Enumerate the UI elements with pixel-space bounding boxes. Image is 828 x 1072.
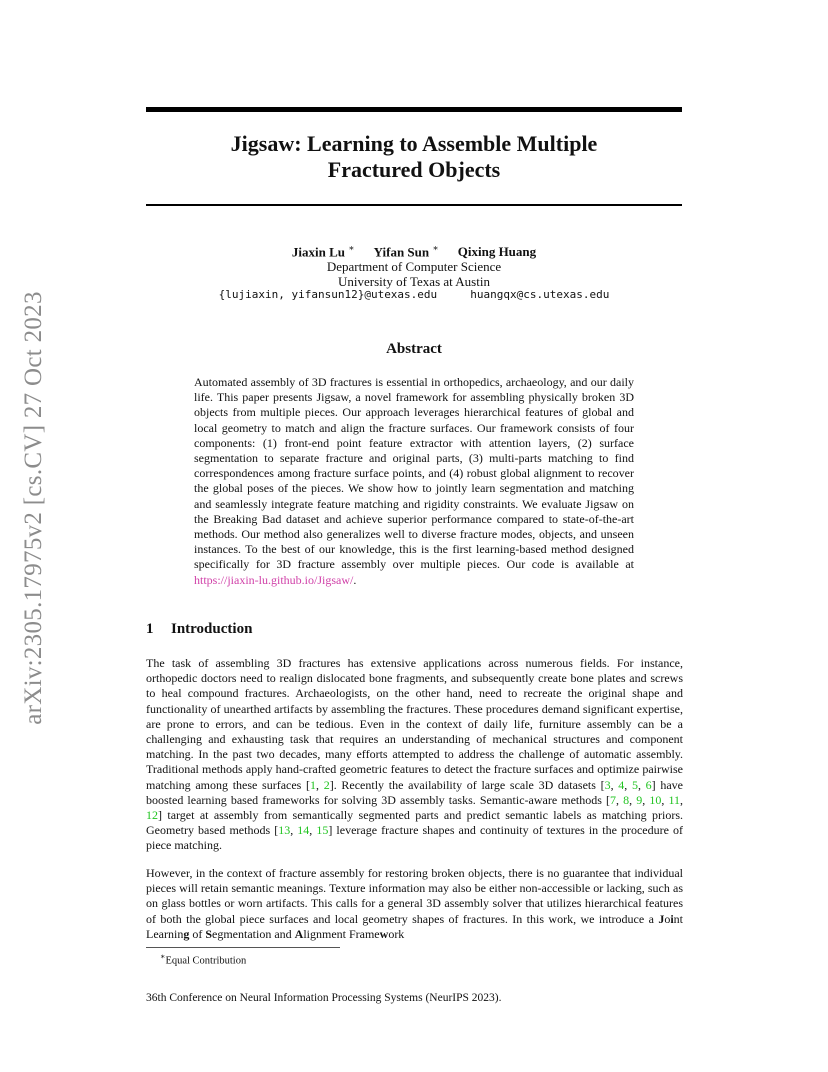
author bbox=[458, 244, 536, 260]
footnote-mark: ∗ bbox=[160, 952, 166, 961]
section-heading-introduction bbox=[146, 621, 252, 638]
paragraph-text: egmentation and bbox=[212, 926, 292, 941]
citation[interactable]: 13 bbox=[278, 823, 291, 838]
citation[interactable]: 1 bbox=[310, 777, 317, 792]
paragraph-text: The task of assembling 3D fractures has extensive applications across numerous fields. For instance, orthopedic doctors need to realign dislocated bone fragments, and subsequently create bone plates and screws to heal compound fractures. Archaeologists, on the other hand, need to recreate the original shape and functionality of unearthed artifacts by assembling the fractures. These procedures demand significant expertise, are prone to errors, and can be tedious. Even in the context of daily life, furniture assembly can be a challenging and exhausting task that requires an understanding of mechanical structures and component matching. In the past two decades, many efforts attempted to address the challenge of automatic assembly. Traditional methods apply hand-crafted geometric features to detect the fracture surfaces and optimize pairwise matching among these surfaces [ bbox=[146, 656, 683, 792]
author-list bbox=[146, 243, 682, 260]
citation[interactable]: 5 bbox=[631, 777, 638, 792]
affiliation-university: University of Texas at Austin bbox=[338, 274, 490, 289]
author bbox=[292, 243, 354, 260]
citation-separator: , bbox=[637, 777, 646, 792]
citation[interactable]: 6 bbox=[645, 777, 652, 792]
citation-separator: , bbox=[316, 777, 324, 792]
author-name: Qixing Huang bbox=[457, 244, 537, 260]
citation[interactable]: 7 bbox=[610, 792, 617, 807]
title-line-2: Fractured Objects bbox=[327, 157, 501, 182]
footnote-text: Equal Contribution bbox=[165, 955, 247, 967]
abstract-end: . bbox=[353, 572, 357, 587]
paragraph-text: lignment Frame bbox=[303, 926, 380, 941]
acronym-letter: w bbox=[379, 926, 389, 941]
citation-separator: , bbox=[629, 792, 637, 807]
venue-note: 36th Conference on Neural Information Processing Systems (NeurIPS 2023). bbox=[146, 992, 502, 1004]
title-line-1: Jigsaw: Learning to Assemble Multiple bbox=[230, 131, 598, 156]
citation[interactable]: 8 bbox=[623, 792, 630, 807]
author-emails bbox=[146, 288, 682, 301]
paragraph-text: ] target at assembly from semantically segmented parts and predict semantic labels as matching priors. Geometry based methods [ bbox=[146, 808, 683, 838]
paragraph-text: o bbox=[664, 911, 671, 926]
intro-paragraph-2 bbox=[146, 866, 683, 942]
paragraph-text: ]. Recently the availability of large scale 3D datasets [ bbox=[329, 777, 605, 792]
affiliation-department: Department of Computer Science bbox=[326, 259, 502, 274]
citation[interactable]: 12 bbox=[146, 808, 158, 823]
author-name: Yifan Sun bbox=[373, 244, 430, 260]
acronym-letter: S bbox=[205, 926, 212, 941]
footnote bbox=[160, 952, 246, 967]
author-name: Jiaxin Lu bbox=[291, 244, 345, 260]
title-top-rule bbox=[146, 107, 682, 112]
citation[interactable]: 3 bbox=[604, 777, 611, 792]
citation-separator: , bbox=[616, 792, 624, 807]
footnote-rule bbox=[146, 947, 340, 948]
paragraph-text: of bbox=[192, 926, 203, 941]
citation[interactable]: 10 bbox=[649, 792, 662, 807]
paragraph-text: ork bbox=[388, 926, 405, 941]
acronym-letter: J bbox=[658, 911, 665, 926]
citation[interactable]: 15 bbox=[316, 823, 329, 838]
paragraph-text: Learnin bbox=[146, 926, 184, 941]
citation-separator: , bbox=[624, 777, 632, 792]
paragraph-text: ] leverage fracture shapes and continuity of textures in the procedure of piece matching. bbox=[146, 823, 684, 853]
paragraph-text: nt bbox=[673, 911, 683, 926]
paragraph-text: ] have boosted learning based frameworks for solving 3D assembly tasks. Semantic-aware methods [ bbox=[146, 777, 683, 807]
equal-contribution-mark: ∗ bbox=[348, 243, 355, 253]
arxiv-identifier-stamp bbox=[10, 288, 58, 728]
intro-paragraph-1 bbox=[146, 656, 683, 854]
title-bottom-rule bbox=[146, 204, 682, 206]
abstract-text: Automated assembly of 3D fractures is essential in orthopedics, archaeology, and our daily life. This paper presents Jigsaw, a novel framework for assembling physically broken 3D objects from multiple pieces. Our approach leverages hierarchical features of global and local geometry to match and align the fracture surfaces. Our framework consists of four components: (1) front-end point feature extractor with attention layers, (2) surface segmentation to separate fracture and original parts, (3) multi-parts matching to find correspondences among fracture surface points, and (4) robust global alignment to recover the global poses of the pieces. We show how to jointly learn segmentation and matching and seamlessly integrate feature matching and rigidity constraints. We evaluate Jigsaw on the Breaking Bad dataset and achieve superior performance compared to state-of-the-art methods. Our method also generalizes well to diverse fracture modes, objects, and unseen instances. To the best of our knowledge, this is the first learning-based method designed specifically for 3D fracture assembly over multiple pieces. Our code is available at bbox=[194, 375, 634, 572]
citation-separator: , bbox=[680, 792, 684, 807]
abstract-heading: Abstract bbox=[386, 341, 442, 357]
citation-separator: , bbox=[642, 792, 650, 807]
arxiv-identifier-text: arXiv:2305.17975v2 [cs.CV] 27 Oct 2023 bbox=[20, 291, 48, 725]
section-title: Introduction bbox=[171, 621, 253, 637]
author bbox=[374, 243, 439, 260]
email-single: huangqx@cs.utexas.edu bbox=[470, 288, 610, 301]
citation[interactable]: 2 bbox=[323, 777, 330, 792]
section-number: 1 bbox=[146, 621, 154, 637]
citation[interactable]: 11 bbox=[668, 792, 681, 807]
citation-separator: , bbox=[661, 792, 669, 807]
citation[interactable]: 9 bbox=[636, 792, 643, 807]
acronym-letter: g bbox=[183, 926, 190, 941]
paragraph-text: However, in the context of fracture assembly for restoring broken objects, there is no guarantee that individual pieces will retain semantic meanings. Texture information may also be either non-accessible or lacking, such as on glass bottles or worn artifacts. This calls for a general 3D assembly solver that utilizes hierarchical features of both the global piece surfaces and local geometry shapes of fractures. In this work, we introduce a bbox=[146, 866, 683, 926]
citation-separator: , bbox=[610, 777, 619, 792]
email-group: {lujiaxin, yifansun12}@utexas.edu bbox=[218, 288, 438, 301]
equal-contribution-mark: ∗ bbox=[432, 243, 439, 253]
citation[interactable]: 4 bbox=[618, 777, 625, 792]
acronym-letter: i bbox=[670, 911, 674, 926]
code-link[interactable]: https://jiaxin-lu.github.io/Jigsaw/ bbox=[194, 572, 354, 587]
citation[interactable]: 14 bbox=[297, 823, 310, 838]
abstract-body bbox=[194, 375, 634, 588]
acronym-letter: A bbox=[294, 926, 304, 941]
paper-title bbox=[146, 131, 682, 183]
citation-separator: , bbox=[290, 823, 298, 838]
citation-separator: , bbox=[309, 823, 317, 838]
